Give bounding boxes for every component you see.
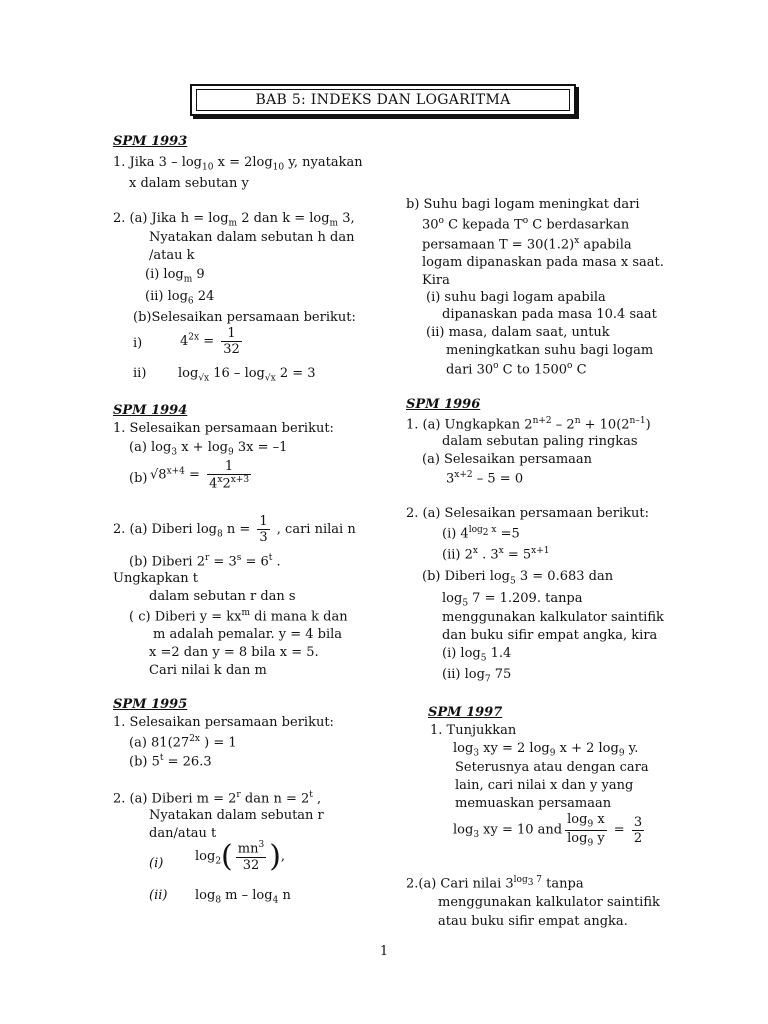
q1995-2a-i-label: (i): [149, 856, 164, 871]
q1994-1: 1. Selesaikan persamaan berikut:: [113, 421, 334, 436]
q1993-2a-ii: (ii) $\log_6 24$: [145, 289, 215, 307]
suhu-l4: logam dipanaskan pada masa x saat.: [422, 255, 664, 270]
q1996-2: 2. (a) Selesaikan persamaan berikut:: [406, 506, 649, 521]
q1993-2a-line2: Nyatakan dalam sebutan h dan: [149, 230, 355, 245]
q1996-2b-line2: $\log_5 7 = 1.209$. tanpa: [442, 591, 583, 609]
q1993-2b-ii-label: ii): [133, 366, 147, 381]
q1993-2a: 2. (a) Jika $h = \log_m 2$ dan $k = \log_m 3$,: [113, 211, 355, 229]
q1996-2b-ii: (ii) $\log_7 75$: [442, 667, 512, 685]
q1997-2a-line3: atau buku sifir empat angka.: [438, 914, 628, 929]
q1997-1d: memuaskan persamaan: [455, 796, 612, 811]
q1996-2b-line3: menggunakan kalkulator saintifik: [442, 610, 664, 625]
q1996-1c-eq: $3^{x+2} - 5 = 0$: [446, 470, 524, 487]
q1994-2b-line3: dalam sebutan r dan s: [149, 589, 296, 604]
q1995-2a: 2. (a) Diberi $m = 2^r$ dan $n = 2^t$ ,: [113, 790, 322, 807]
q1996-2b: (b) Diberi $\log_5 3 = 0.683$ dan: [422, 569, 614, 587]
q1993-2a-line3: /atau k: [149, 248, 195, 263]
suhu-l3: persamaan $T = 30(1.2)^x$ apabila: [422, 236, 632, 253]
q1994-2b: (b) Diberi $2^r = 3^s = 6^t$ .: [129, 553, 281, 570]
q1993-2b-i-equation: $4^{2x}$ = $\frac{1}{32}$: [180, 326, 240, 357]
q1993-1-line2: x dalam sebutan y: [129, 176, 249, 191]
heading-spm-1997: SPM 1997: [428, 705, 503, 720]
q1997-2a-line2: menggunakan kalkulator saintifik: [438, 895, 660, 910]
q1996-1a: 1. (a) Ungkapkan $2^{n+2} - 2^n + 10(2^{n-1})$: [406, 416, 651, 433]
q1995-1b: (b) $5^t = 26.3$: [129, 753, 212, 770]
q1994-1b-label: (b): [129, 471, 148, 486]
suhu-l1: b) Suhu bagi logam meningkat dari: [406, 197, 640, 212]
q1994-2b-line2: Ungkapkan t: [113, 571, 198, 586]
q1993-2b-ii-equation: $\log_{√x} 16 - \log_{√x} 2 = 3$: [178, 366, 316, 384]
q1997-1c: lain, cari nilai x dan y yang: [455, 778, 634, 793]
q1993-2b: (b)Selesaikan persamaan berikut:: [133, 310, 356, 325]
q1993-2b-i-label: i): [133, 336, 143, 351]
heading-spm-1995: SPM 1995: [113, 697, 188, 712]
q1995-1: 1. Selesaikan persamaan berikut:: [113, 715, 334, 730]
q1996-2a-ii: (ii) 2$^x$ . $3^x = 5^{x+1}$: [442, 546, 550, 563]
q1994-2a: 2. (a) Diberi $\log_8 n$ = $\frac{1}{3}$ , cari nilai n: [113, 514, 356, 545]
q1997-1a: $\log_3$ xy = 2 $\log_9 x + 2$ $\log_9 y$.: [453, 741, 639, 759]
q1997-1b: Seterusnya atau dengan cara: [455, 760, 649, 775]
q1994-2c: ( c) Diberi $y = kx^m$ di mana k dan: [129, 608, 348, 625]
suhu-l2: 30$^o$ C kepada $T^o$ C berdasarkan: [422, 216, 630, 233]
page-number: 1: [379, 944, 389, 959]
heading-spm-1996: SPM 1996: [406, 397, 481, 412]
q1993-1-line1: 1. Jika $3 - \log_{10} x = 2\log_{10}$ y, nyatakan: [113, 155, 363, 173]
q1994-1a: (a) $\log_3 x + \log_9 3x = -1$: [129, 440, 288, 458]
q1994-1b-equation: $√8^{x+4}$ = $\frac{1}{4^x2^{x+3}}$: [150, 459, 250, 492]
suhu-l10: dari 30$^o$ C to 1500$^o$ C: [446, 361, 587, 378]
q1996-2b-line4: dan buku sifir empat angka, kira: [442, 628, 658, 643]
q1995-2a-line2: Nyatakan dalam sebutan r: [149, 808, 324, 823]
q1995-2a-line3: dan/atau t: [149, 826, 217, 841]
q1997-1e: $\log_3$ xy = 10 and $\frac{\log_9 x}{\log_9 y}$ = $\frac{3}{2}$: [453, 812, 643, 849]
q1993-2a-i: (i) $\log_m 9$: [145, 267, 205, 285]
suhu-l8: (ii) masa, dalam saat, untuk: [426, 325, 610, 340]
q1997-1: 1. Tunjukkan: [430, 723, 517, 738]
suhu-l7: dipanaskan pada masa 10.4 saat: [442, 307, 657, 322]
heading-spm-1993: SPM 1993: [113, 134, 188, 149]
q1994-2c-line2: m adalah pemalar. y = 4 bila: [153, 627, 343, 642]
q1994-2c-line4: Cari nilai k dan m: [149, 663, 267, 678]
q1995-2a-ii-label: (ii): [149, 888, 168, 903]
q1997-2a: 2.(a) Cari nilai $3^{log_3 7}$ tanpa: [406, 875, 584, 892]
q1996-1a-line2: dalam sebutan paling ringkas: [442, 434, 638, 449]
q1994-2c-line3: x =2 dan y = 8 bila x = 5.: [149, 645, 319, 660]
title-box: [190, 84, 576, 116]
suhu-l6: (i) suhu bagi logam apabila: [426, 290, 606, 305]
q1995-2a-ii-equation: $\log_8 m - \log_4 n$: [195, 888, 291, 906]
heading-spm-1994: SPM 1994: [113, 403, 188, 418]
q1996-1c: (a) Selesaikan persamaan: [422, 452, 593, 467]
q1996-2a-i: (i) $4^{log_2 x} =5$: [442, 525, 520, 542]
q1996-2b-i: (i) $\log_5 1.4$: [442, 646, 512, 664]
suhu-l5: Kira: [422, 273, 450, 288]
q1995-2a-i-equation: $\log_2$( $\frac{mn^3}{32}$ ),: [195, 839, 286, 874]
suhu-l9: meningkatkan suhu bagi logam: [446, 343, 654, 358]
page-title: BAB 5: INDEKS DAN LOGARITMA: [196, 89, 570, 111]
q1995-1a: (a) $81(27^{2x}$ ) = 1: [129, 734, 237, 751]
